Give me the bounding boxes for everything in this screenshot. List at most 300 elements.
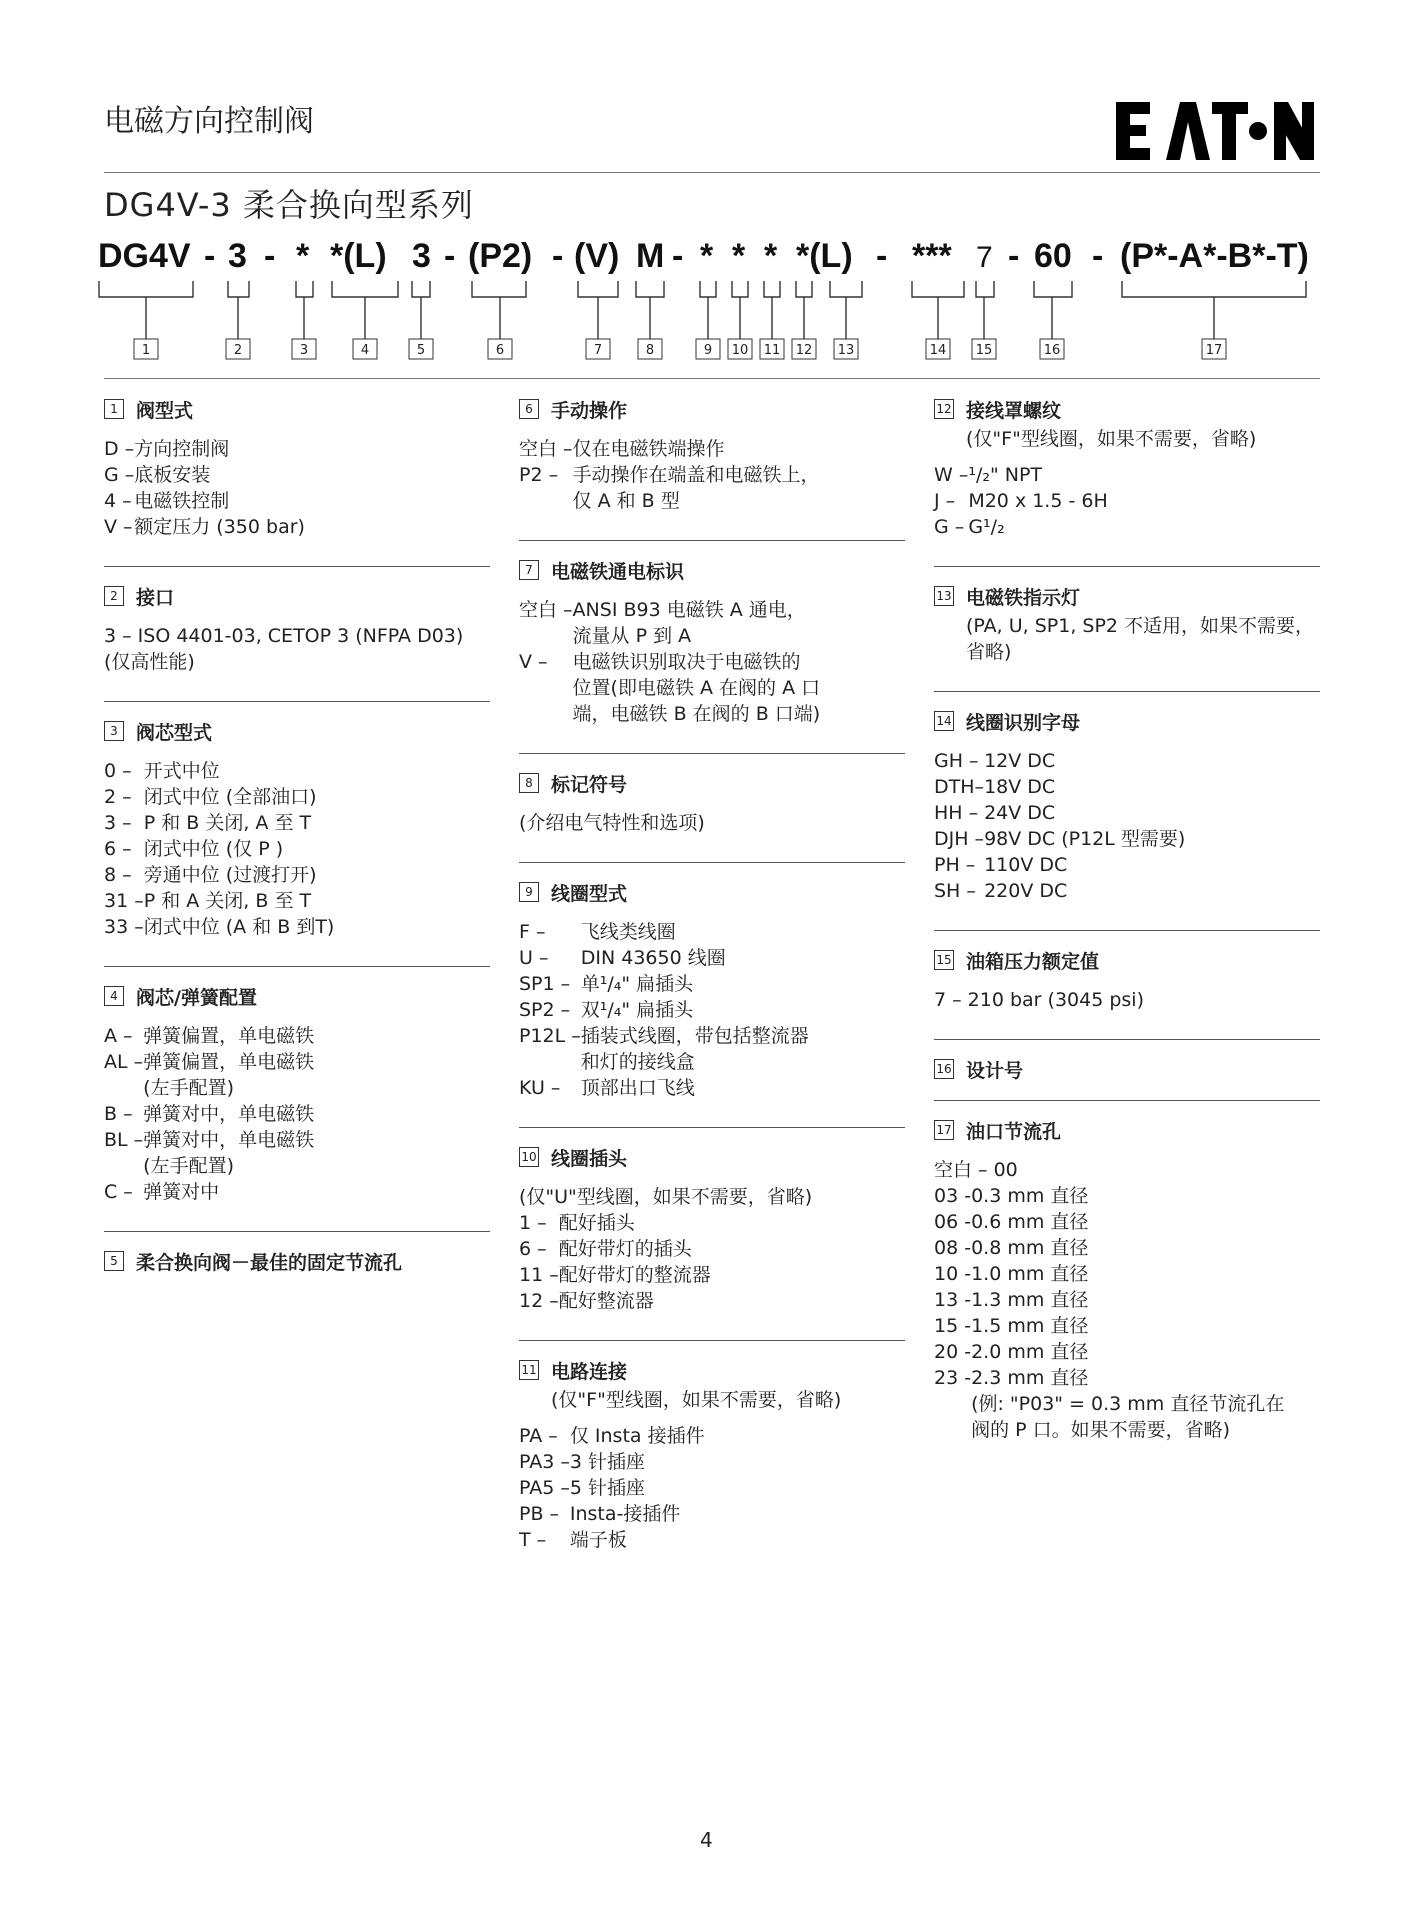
list-item [104, 914, 490, 940]
list-item [934, 774, 1320, 800]
item-value: P 和 B 关闭, A 至 T [143, 812, 312, 834]
item-key: G – [934, 516, 965, 538]
svg-text:3: 3 [228, 237, 247, 275]
section-title: 接口 [136, 586, 175, 609]
item-key [519, 488, 573, 514]
section-14: 14 线圈识别字母 GH – 12V DC DTH– 18V DC HH – 24V DC DJH – 98V DC (P12L 型需要) PH – 110V DC SH – 220V DC [934, 704, 1320, 904]
svg-text:-: - [876, 237, 888, 275]
item-value: 0.3 mm 直径 [971, 1185, 1089, 1207]
item-value: 1.5 mm 直径 [971, 1315, 1089, 1337]
item-value: M20 x 1.5 - 6H [968, 490, 1108, 512]
item-key: 06 - [934, 1211, 972, 1233]
divider [934, 691, 1320, 692]
svg-text:13: 13 [837, 343, 855, 358]
item-value: 5 针插座 [569, 1477, 646, 1499]
item-value: DIN 43650 线圈 [580, 947, 726, 969]
list-item [934, 1391, 1320, 1417]
list-item [519, 701, 905, 727]
svg-text:-: - [672, 237, 684, 275]
item-key: B – [104, 1103, 133, 1125]
section-12: 12 接线罩螺纹 (仅"F"型线圈，如果不需要，省略) W – ¹/₂" NPT J – M20 x 1.5 - 6H G – G¹/₂ [934, 392, 1320, 540]
section-11: 11 电路连接 (仅"F"型线圈，如果不需要，省略) PA – 仅 Insta 接插件 PA3 – 3 针插座 PA5 – 5 针插座 PB – Insta-接插件 T – 端子板 [519, 1353, 905, 1553]
item-key: 3 – [104, 812, 132, 834]
section-16: 16 设计号 [934, 1052, 1320, 1086]
series-title: DG4V-3 柔合换向型系列 [104, 186, 474, 224]
item-value: 旁通中位 (过渡打开) [143, 864, 317, 886]
svg-text:-: - [444, 237, 456, 275]
svg-text:M: M [636, 237, 665, 275]
item-key: PH – [934, 854, 976, 876]
item-value: Insta-接插件 [569, 1503, 681, 1525]
svg-text:60: 60 [1034, 237, 1072, 275]
svg-text:-: - [1092, 237, 1104, 275]
svg-text:6: 6 [495, 343, 505, 358]
section-title: 阀芯型式 [136, 721, 213, 744]
list-item [519, 1210, 905, 1236]
item-key: 0 – [104, 760, 132, 782]
section-title: 阀芯/弹簧配置 [136, 986, 257, 1009]
section-lines [519, 597, 905, 727]
svg-text:*: * [700, 237, 714, 275]
item-key: 2 – [104, 786, 132, 808]
item-value: 0.8 mm 直径 [971, 1237, 1089, 1259]
list-item [104, 836, 490, 862]
svg-text:*(L): *(L) [330, 237, 387, 275]
item-value: 仅 A 和 B 型 [572, 490, 680, 512]
item-value: 220V DC [984, 880, 1068, 902]
code-seg-dg4v: DG4V [98, 237, 191, 275]
list-item [519, 971, 905, 997]
header-rule [104, 172, 1320, 173]
item-value: 双¹/₄" 扁插头 [580, 999, 694, 1021]
item-key: GH – [934, 750, 979, 772]
section-title: 手动操作 [551, 399, 628, 422]
section-7: 7 电磁铁通电标识 空白 – ANSI B93 电磁铁 A 通电， 流量从 P 到 A V – 电磁铁识别取决于电磁铁的 位置(即电磁铁 A 在阀的 A 口 端，电磁铁 B 在阀的 B 口端) [519, 553, 905, 727]
section-title: 线圈插头 [551, 1147, 628, 1170]
svg-text:-: - [552, 237, 564, 275]
svg-text:-: - [264, 237, 276, 275]
list-item [104, 488, 490, 514]
item-value: 7 – 210 bar (3045 psi) [934, 989, 1144, 1011]
item-key: 空白 – [519, 599, 573, 621]
list-item [934, 1157, 1320, 1183]
item-value: 3 – ISO 4401-03, CETOP 3 (NFPA D03) [104, 625, 464, 647]
item-key: 03 - [934, 1185, 972, 1207]
item-value: 仅 Insta 接插件 [569, 1425, 705, 1447]
list-item [934, 1261, 1320, 1287]
item-key: 空白 – [519, 438, 573, 460]
item-value: 位置(即电磁铁 A 在阀的 A 口 [572, 677, 821, 699]
list-item [934, 1235, 1320, 1261]
section-lines [519, 1210, 905, 1314]
section-lines [104, 758, 490, 940]
svg-text:17: 17 [1205, 343, 1223, 358]
list-item [519, 945, 905, 971]
list-item [519, 1023, 905, 1049]
list-item [934, 488, 1320, 514]
item-key: G – [104, 464, 135, 486]
item-key: 08 - [934, 1237, 972, 1259]
list-item [104, 888, 490, 914]
list-item [104, 1179, 490, 1205]
list-item [519, 488, 905, 514]
item-key [519, 1049, 581, 1075]
item-key: T – [519, 1529, 547, 1551]
item-key: PA – [519, 1425, 558, 1447]
list-item [519, 1288, 905, 1314]
list-item [519, 623, 905, 649]
section-title: 油箱压力额定值 [966, 950, 1100, 973]
section-1: 1 阀型式 D – 方向控制阀 G – 底板安装 4 – 电磁铁控制 V – 额定压力 (350 bar) [104, 392, 490, 540]
item-key: 10 - [934, 1263, 972, 1285]
section-4: 4 阀芯/弹簧配置 A – 弹簧偏置，单电磁铁 AL – 弹簧偏置，单电磁铁 (左手配置) B – 弹簧对中，单电磁铁 BL – 弹簧对中，单电磁铁 (左手配置) C – 弹簧对中 [104, 979, 490, 1205]
list-item [104, 436, 490, 462]
item-value: 弹簧对中，单电磁铁 [143, 1129, 315, 1151]
list-item [934, 514, 1320, 540]
list-item [519, 1501, 905, 1527]
divider [104, 566, 490, 567]
item-key: PA5 – [519, 1477, 570, 1499]
section-lines [104, 623, 490, 675]
list-item [519, 997, 905, 1023]
item-value: 98V DC (P12L 型需要) [984, 828, 1186, 850]
svg-text:10: 10 [731, 343, 749, 358]
list-item [104, 1075, 490, 1101]
item-value: (例: "P03" = 0.3 mm 直径节流孔在 [971, 1393, 1285, 1415]
item-key: 6 – [104, 838, 132, 860]
item-value: 闭式中位 (仅 P ) [143, 838, 284, 860]
item-key [104, 1075, 143, 1101]
svg-text:4: 4 [360, 343, 370, 358]
divider [519, 540, 905, 541]
list-item [104, 649, 490, 675]
section-lines [934, 987, 1320, 1013]
list-item [519, 1475, 905, 1501]
item-value: 电磁铁识别取决于电磁铁的 [572, 651, 801, 673]
page-header-title: 电磁方向控制阀 [104, 104, 314, 139]
list-item [519, 1049, 905, 1075]
item-key [519, 701, 573, 727]
item-key: U – [519, 947, 549, 969]
svg-text:***: *** [912, 237, 952, 275]
item-key: KU – [519, 1077, 561, 1099]
section-lines [104, 436, 490, 540]
item-value: 配好插头 [558, 1212, 635, 1234]
section-lines [104, 1023, 490, 1205]
item-key: PB – [519, 1503, 560, 1525]
list-item [934, 852, 1320, 878]
item-key: V – [519, 651, 548, 673]
item-value: 端子板 [569, 1529, 627, 1551]
item-value: 单¹/₄" 扁插头 [580, 973, 694, 995]
section-2: 2 接口 3 – ISO 4401-03, CETOP 3 (NFPA D03) (仅高性能) [104, 579, 490, 675]
item-value: 1.0 mm 直径 [971, 1263, 1089, 1285]
section-title: 柔合换向阀－最佳的固定节流孔 [136, 1251, 403, 1274]
section-lines [934, 1157, 1320, 1443]
item-key: A – [104, 1025, 133, 1047]
item-value: 仅在电磁铁端操作 [572, 438, 725, 460]
list-item [519, 649, 905, 675]
item-key: P12L – [519, 1025, 581, 1047]
model-code-diagram [0, 235, 1414, 370]
item-value: 流量从 P 到 A [572, 625, 692, 647]
section-lines [519, 919, 905, 1101]
list-item [104, 758, 490, 784]
item-value: ANSI B93 电磁铁 A 通电， [572, 599, 806, 621]
section-title: 标记符号 [551, 773, 628, 796]
list-item [934, 1209, 1320, 1235]
section-title: 线圈识别字母 [966, 711, 1081, 734]
item-value: 电磁铁控制 [134, 490, 230, 512]
item-value: 阀的 P 口。如果不需要，省略) [971, 1419, 1231, 1441]
item-key [519, 623, 573, 649]
item-key [104, 1153, 143, 1179]
item-value: 弹簧偏置，单电磁铁 [143, 1025, 315, 1047]
svg-text:(P2): (P2) [468, 237, 533, 275]
svg-text:(V): (V) [574, 237, 620, 275]
item-value: 12V DC [984, 750, 1056, 772]
section-title: 线圈型式 [551, 882, 628, 905]
svg-text:15: 15 [975, 343, 993, 358]
list-item [934, 1339, 1320, 1365]
list-item [519, 462, 905, 488]
list-item [934, 826, 1320, 852]
section-subtitle: (仅"F"型线圈，如果不需要，省略) [966, 428, 1257, 450]
list-item [934, 987, 1320, 1013]
list-item [934, 748, 1320, 774]
svg-text:2: 2 [233, 343, 243, 358]
item-value: 和灯的接线盒 [580, 1051, 695, 1073]
item-key [934, 1417, 971, 1443]
divider [934, 1100, 1320, 1101]
item-value: 2.0 mm 直径 [971, 1341, 1089, 1363]
item-key: 11 – [519, 1264, 559, 1286]
item-key: SP1 – [519, 973, 571, 995]
item-value: 插装式线圈，带包括整流器 [580, 1025, 809, 1047]
item-value: 手动操作在端盖和电磁铁上， [572, 464, 820, 486]
item-value: 顶部出口飞线 [580, 1077, 695, 1099]
svg-text:(P*-A*-B*-T): (P*-A*-B*-T) [1120, 237, 1309, 275]
divider [519, 753, 905, 754]
divider [104, 1231, 490, 1232]
item-key: 15 - [934, 1315, 972, 1337]
list-item [519, 1262, 905, 1288]
section-title: 设计号 [966, 1059, 1024, 1082]
item-value: 24V DC [984, 802, 1056, 824]
svg-text:-: - [1008, 237, 1020, 275]
item-value: 3 针插座 [569, 1451, 646, 1473]
section-9: 9 线圈型式 F – 飞线类线圈 U – DIN 43650 线圈 SP1 – 单¹/₄" 扁插头 SP2 – 双¹/₄" 扁插头 P12L – 插装式线圈，带包括整流器 和灯的接线盒 KU – 顶部出口飞线 [519, 875, 905, 1101]
section-title: 接线罩螺纹 [966, 399, 1062, 422]
svg-text:-: - [204, 237, 216, 275]
list-item [104, 1049, 490, 1075]
item-key: BL – [104, 1129, 144, 1151]
item-value: 弹簧偏置，单电磁铁 [143, 1051, 315, 1073]
section-17: 17 油口节流孔 空白 – 00 03 - 0.3 mm 直径 06 - 0.6 mm 直径 08 - 0.8 mm 直径 10 - 1.0 mm 直径 13 - 1.3 mm 直径 15 - 1.5 mm 直径 20 - 2.0 mm 直径 23 - 2.3 mm 直径 (例: "P03" = 0.3 mm 直径节流孔在 阀的 P 口。如果不需要，省略) [934, 1113, 1320, 1443]
item-key: SH – [934, 880, 976, 902]
item-key: HH – [934, 802, 979, 824]
item-value: 弹簧对中 [143, 1181, 220, 1203]
code-section-rule [104, 378, 1320, 379]
svg-text:12: 12 [795, 343, 813, 358]
divider [519, 862, 905, 863]
item-key: 13 - [934, 1289, 972, 1311]
item-key: D – [104, 438, 135, 460]
list-item [934, 1417, 1320, 1443]
list-item [934, 1287, 1320, 1313]
divider [519, 1340, 905, 1341]
item-value: 0.6 mm 直径 [971, 1211, 1089, 1233]
section-subtitle: (PA, U, SP1, SP2 不适用，如果不需要，省略) [966, 615, 1315, 663]
list-item [519, 919, 905, 945]
svg-text:5: 5 [416, 343, 426, 358]
section-5: 5 柔合换向阀－最佳的固定节流孔 [104, 1244, 490, 1278]
section-lines [519, 436, 905, 514]
section-6: 6 手动操作 空白 – 仅在电磁铁端操作 P2 – 手动操作在端盖和电磁铁上， 仅 A 和 B 型 [519, 392, 905, 514]
item-value: 端，电磁铁 B 在阀的 B 口端) [572, 703, 821, 725]
list-item [104, 810, 490, 836]
svg-text:8: 8 [645, 343, 655, 358]
list-item [104, 784, 490, 810]
item-value: (左手配置) [143, 1077, 234, 1099]
item-key: P2 – [519, 464, 559, 486]
list-item [519, 1423, 905, 1449]
item-value: P 和 A 关闭, B 至 T [143, 890, 312, 912]
item-key: 20 - [934, 1341, 972, 1363]
svg-text:*: * [764, 237, 778, 275]
divider [934, 930, 1320, 931]
eaton-logo [1116, 100, 1316, 162]
divider [934, 1039, 1320, 1040]
item-value: 方向控制阀 [134, 438, 230, 460]
list-item [104, 1127, 490, 1153]
item-key: SP2 – [519, 999, 571, 1021]
list-item [104, 1101, 490, 1127]
list-item [104, 1153, 490, 1179]
item-key: W – [934, 464, 969, 486]
list-item [104, 623, 490, 649]
svg-text:*: * [296, 237, 310, 275]
svg-text:16: 16 [1043, 343, 1061, 358]
item-value: 飞线类线圈 [580, 921, 676, 943]
list-item [519, 1236, 905, 1262]
item-value: 配好整流器 [558, 1290, 654, 1312]
list-item [934, 1365, 1320, 1391]
svg-text:7: 7 [593, 343, 603, 358]
divider [104, 966, 490, 967]
item-value: 底板安装 [134, 464, 211, 486]
item-key: 23 - [934, 1367, 972, 1389]
svg-text:9: 9 [703, 343, 713, 358]
item-key: F – [519, 921, 546, 943]
item-value: G¹/₂ [968, 516, 1005, 538]
item-key: V – [104, 516, 133, 538]
svg-text:11: 11 [763, 343, 781, 358]
divider [934, 566, 1320, 567]
svg-text:3: 3 [412, 237, 431, 275]
svg-text:*(L): *(L) [796, 237, 853, 275]
svg-text:14: 14 [929, 343, 947, 358]
list-item [934, 462, 1320, 488]
item-value: 弹簧对中，单电磁铁 [143, 1103, 315, 1125]
item-value: (左手配置) [143, 1155, 234, 1177]
list-item [104, 514, 490, 540]
section-title: 电磁铁指示灯 [966, 586, 1081, 609]
svg-text:3: 3 [299, 343, 309, 358]
item-value: 2.3 mm 直径 [971, 1367, 1089, 1389]
item-value: 额定压力 (350 bar) [134, 516, 305, 538]
item-value: 配好带灯的插头 [558, 1238, 692, 1260]
section-note: (仅"U"型线圈，如果不需要，省略) [519, 1186, 813, 1208]
column-1 [104, 392, 490, 1278]
list-item [104, 462, 490, 488]
item-value: (仅高性能) [104, 651, 195, 673]
item-key: DTH– [934, 776, 985, 798]
item-key: AL – [104, 1051, 144, 1073]
item-key: 31 – [104, 890, 144, 912]
item-key: 12 – [519, 1290, 559, 1312]
item-value: 闭式中位 (全部油口) [143, 786, 317, 808]
item-key: 8 – [104, 864, 132, 886]
list-item [934, 1313, 1320, 1339]
item-value: 空白 – 00 [934, 1159, 1018, 1181]
list-item [519, 1075, 905, 1101]
item-key: J – [934, 490, 956, 512]
item-key: 6 – [519, 1238, 547, 1260]
item-key: C – [104, 1181, 133, 1203]
section-subtitle: (仅"F"型线圈，如果不需要，省略) [551, 1389, 842, 1411]
page-number: 4 [700, 1828, 713, 1852]
item-key: 4 – [104, 490, 132, 512]
section-title: 油口节流孔 [966, 1120, 1062, 1143]
section-10: 10 线圈插头 (仅"U"型线圈，如果不需要，省略) 1 – 配好插头 6 – 配好带灯的插头 11 – 配好带灯的整流器 12 – 配好整流器 [519, 1140, 905, 1314]
svg-text:*: * [732, 237, 746, 275]
list-item [519, 1449, 905, 1475]
item-value: ¹/₂" NPT [968, 464, 1043, 486]
column-3 [934, 392, 1320, 1443]
divider [104, 701, 490, 702]
item-key: DJH – [934, 828, 985, 850]
list-item [934, 800, 1320, 826]
item-value: 配好带灯的整流器 [558, 1264, 711, 1286]
list-item [104, 1023, 490, 1049]
list-item [104, 862, 490, 888]
item-value: 开式中位 [143, 760, 220, 782]
svg-text:7: 7 [976, 241, 993, 274]
section-lines [519, 1423, 905, 1553]
section-15: 15 油箱压力额定值 7 – 210 bar (3045 psi) [934, 943, 1320, 1013]
section-title: 阀型式 [136, 399, 194, 422]
list-item [934, 1183, 1320, 1209]
divider [519, 1127, 905, 1128]
item-key [519, 675, 573, 701]
list-item [519, 1527, 905, 1553]
item-value: 18V DC [984, 776, 1056, 798]
section-3: 3 阀芯型式 0 – 开式中位 2 – 闭式中位 (全部油口) 3 – P 和 B 关闭, A 至 T 6 – 闭式中位 (仅 P ) 8 – 旁通中位 (过渡打开) 31 – P 和 A 关闭, B 至 T 33 – 闭式中位 (A 和 B 到T) [104, 714, 490, 940]
section-13: 13 电磁铁指示灯 (PA, U, SP1, SP2 不适用，如果不需要，省略) [934, 579, 1320, 665]
item-key: PA3 – [519, 1451, 570, 1473]
section-title: 电路连接 [551, 1360, 628, 1383]
item-key [934, 1391, 971, 1417]
list-item [519, 597, 905, 623]
item-key: 1 – [519, 1212, 547, 1234]
section-title: 电磁铁通电标识 [551, 560, 685, 583]
section-note: (介绍电气特性和选项) [519, 812, 705, 834]
code-box-1: 1 [141, 343, 151, 358]
item-value: 闭式中位 (A 和 B 到T) [143, 916, 335, 938]
item-value: 1.3 mm 直径 [971, 1289, 1089, 1311]
section-8: 8 标记符号 (介绍电气特性和选项) [519, 766, 905, 836]
